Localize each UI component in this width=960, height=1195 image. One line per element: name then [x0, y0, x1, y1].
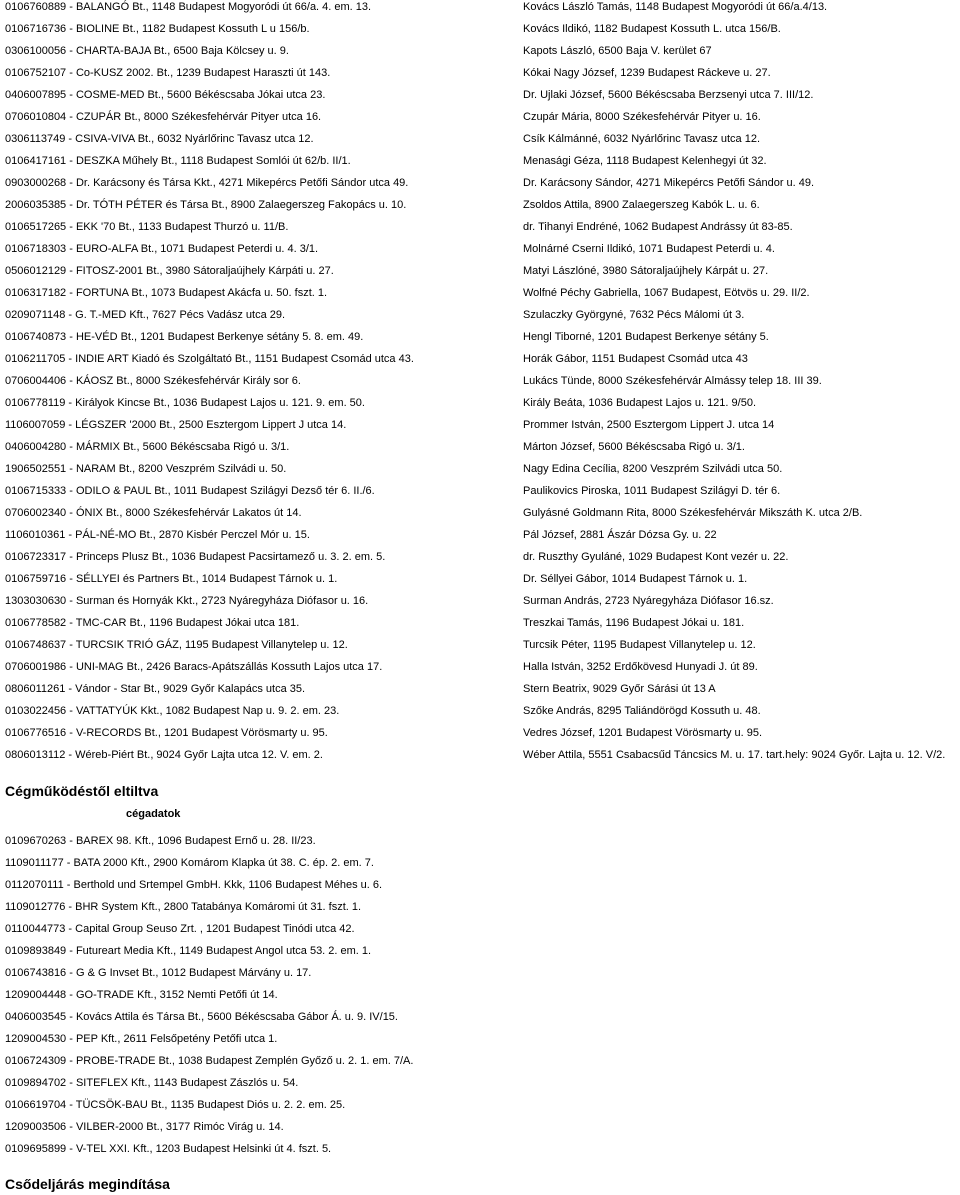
person-entry: Paulikovics Piroska, 1011 Budapest Szilágyi D. tér 6.: [523, 485, 781, 497]
company-entry: 0706002340 - ÓNIX Bt., 8000 Székesfehérvár Lakatos út 14.: [5, 507, 302, 519]
list-item: 0106743816 - G & G Invset Bt., 1012 Budapest Márvány u. 17.: [5, 967, 312, 979]
company-entry: 0506012129 - FITOSZ-2001 Bt., 3980 Sátoraljaújhely Kárpáti u. 27.: [5, 265, 334, 277]
person-entry: Csík Kálmánné, 6032 Nyárlőrinc Tavasz utca 12.: [523, 133, 761, 145]
person-entry: Wolfné Péchy Gabriella, 1067 Budapest, Eötvös u. 29. II/2.: [523, 287, 810, 299]
list-item: 0112070111 - Berthold und Srtempel GmbH. Kkk, 1106 Budapest Méhes u. 6.: [5, 879, 383, 891]
company-entry: 0106211705 - INDIE ART Kiadó és Szolgáltató Bt., 1151 Budapest Csomád utca 43.: [5, 353, 414, 365]
company-entry: 0106778119 - Királyok Kincse Bt., 1036 Budapest Lajos u. 121. 9. em. 50.: [5, 397, 365, 409]
person-entry: Hengl Tiborné, 1201 Budapest Berkenye sétány 5.: [523, 331, 769, 343]
company-entry: 0106718303 - EURO-ALFA Bt., 1071 Budapest Peterdi u. 4. 3/1.: [5, 243, 319, 255]
company-entry: 0306113749 - CSIVA-VIVA Bt., 6032 Nyárlőrinc Tavasz utca 12.: [5, 133, 314, 145]
person-entry: Menasági Géza, 1118 Budapest Kelenhegyi út 32.: [523, 155, 767, 167]
company-entry: 0106778582 - TMC-CAR Bt., 1196 Budapest Jókai utca 181.: [5, 617, 300, 629]
list-item: 0106619704 - TÜCSÖK-BAU Bt., 1135 Budapest Diós u. 2. 2. em. 25.: [5, 1099, 346, 1111]
person-entry: Kovács Ildikó, 1182 Budapest Kossuth L. utca 156/B.: [523, 23, 781, 35]
company-entry: 0106417161 - DESZKA Műhely Bt., 1118 Budapest Somlói út 62/b. II/1.: [5, 155, 351, 167]
list-item: 0106724309 - PROBE-TRADE Bt., 1038 Budapest Zemplén Győző u. 2. 1. em. 7/A.: [5, 1055, 414, 1067]
person-entry: Szőke András, 8295 Taliándörögd Kossuth u. 48.: [523, 705, 761, 717]
list-item: 0109670263 - BAREX 98. Kft., 1096 Budapest Ernő u. 28. II/23.: [5, 835, 316, 847]
list-item: 1209004448 - GO-TRADE Kft., 3152 Nemti Petőfi út 14.: [5, 989, 278, 1001]
person-entry: Halla István, 3252 Erdőkövesd Hunyadi J. út 89.: [523, 661, 758, 673]
company-entry: 0103022456 - VATTATYÚK Kkt., 1082 Budapest Nap u. 9. 2. em. 23.: [5, 705, 340, 717]
person-entry: Turcsik Péter, 1195 Budapest Villanytelep u. 12.: [523, 639, 756, 651]
person-entry: Prommer István, 2500 Esztergom Lippert J. utca 14: [523, 419, 775, 431]
company-entry: 0903000268 - Dr. Karácsony és Társa Kkt., 4271 Mikepércs Petőfi Sándor utca 49.: [5, 177, 409, 189]
company-entry: 0806011261 - Vándor - Star Bt., 9029 Győr Kalapács utca 35.: [5, 683, 306, 695]
company-entry: 0106715333 - ODILO & PAUL Bt., 1011 Budapest Szilágyi Dezső tér 6. II./6.: [5, 485, 375, 497]
person-entry: Kapots László, 6500 Baja V. kerület 67: [523, 45, 712, 57]
company-entry: 0706004406 - KÁOSZ Bt., 8000 Székesfehérvár Király sor 6.: [5, 375, 301, 387]
company-entry: 0106776516 - V-RECORDS Bt., 1201 Budapest Vörösmarty u. 95.: [5, 727, 328, 739]
person-entry: Lukács Tünde, 8000 Székesfehérvár Almássy telep 18. III 39.: [523, 375, 822, 387]
person-entry: Márton József, 5600 Békéscsaba Rigó u. 3/1.: [523, 441, 745, 453]
person-entry: Király Beáta, 1036 Budapest Lajos u. 121. 9/50.: [523, 397, 756, 409]
company-entry: 1303030630 - Surman és Hornyák Kkt., 2723 Nyáregyháza Diófasor u. 16.: [5, 595, 369, 607]
list-item: 1109011177 - BATA 2000 Kft., 2900 Komárom Klapka út 38. C. ép. 2. em. 7.: [5, 857, 374, 869]
company-entry: 0106740873 - HE-VÉD Bt., 1201 Budapest Berkenye sétány 5. 8. em. 49.: [5, 331, 364, 343]
person-entry: Szulaczky Györgyné, 7632 Pécs Málomi út 3.: [523, 309, 745, 321]
person-entry: Dr. Karácsony Sándor, 4271 Mikepércs Petőfi Sándor u. 49.: [523, 177, 815, 189]
person-entry: dr. Tihanyi Endréné, 1062 Budapest Andrássy út 83-85.: [523, 221, 793, 233]
company-entry: 0106759716 - SÉLLYEI és Partners Bt., 1014 Budapest Tárnok u. 1.: [5, 573, 338, 585]
person-entry: Pál József, 2881 Ászár Dózsa Gy. u. 22: [523, 529, 717, 541]
company-entry: 0106317182 - FORTUNA Bt., 1073 Budapest Akácfa u. 50. fszt. 1.: [5, 287, 328, 299]
person-entry: Kókai Nagy József, 1239 Budapest Ráckeve u. 27.: [523, 67, 771, 79]
section-title-cegmukodestol-eltiltva: Cégműködéstől eltiltva: [5, 783, 159, 799]
person-entry: Gulyásné Goldmann Rita, 8000 Székesfehérvár Mikszáth K. utca 2/B.: [523, 507, 863, 519]
company-entry: 0706001986 - UNI-MAG Bt., 2426 Baracs-Apátszállás Kossuth Lajos utca 17.: [5, 661, 383, 673]
company-entry: 0806013112 - Wéreb-Piért Bt., 9024 Győr Lajta utca 12. V. em. 2.: [5, 749, 323, 761]
section-title-csodeljaras-meginditasa: Csődeljárás megindítása: [5, 1176, 170, 1192]
person-entry: dr. Ruszthy Gyuláné, 1029 Budapest Kont vezér u. 22.: [523, 551, 789, 563]
company-entry: 2006035385 - Dr. TÓTH PÉTER és Társa Bt., 8900 Zalaegerszeg Fakopács u. 10.: [5, 199, 407, 211]
company-entry: 0106748637 - TURCSIK TRIÓ GÁZ, 1195 Budapest Villanytelep u. 12.: [5, 639, 348, 651]
company-entry: 0406007895 - COSME-MED Bt., 5600 Békéscsaba Jókai utca 23.: [5, 89, 326, 101]
person-entry: Molnárné Cserni Ildikó, 1071 Budapest Peterdi u. 4.: [523, 243, 775, 255]
company-entry: 1906502551 - NARAM Bt., 8200 Veszprém Szilvádi u. 50.: [5, 463, 287, 475]
person-entry: Surman András, 2723 Nyáregyháza Diófasor 16.sz.: [523, 595, 774, 607]
company-entry: 0406004280 - MÁRMIX Bt., 5600 Békéscsaba Rigó u. 3/1.: [5, 441, 290, 453]
company-entry: 0106723317 - Princeps Plusz Bt., 1036 Budapest Pacsirtamező u. 3. 2. em. 5.: [5, 551, 386, 563]
person-entry: Wéber Attila, 5551 Csabacsűd Táncsics M. u. 17. tart.hely: 9024 Győr. Lajta u. 12. V/2.: [523, 749, 946, 761]
person-entry: Horák Gábor, 1151 Budapest Csomád utca 43: [523, 353, 748, 365]
company-entry: 0209071148 - G. T.-MED Kft., 7627 Pécs Vadász utca 29.: [5, 309, 286, 321]
person-entry: Matyi Lászlóné, 3980 Sátoraljaújhely Kárpát u. 27.: [523, 265, 769, 277]
list-item: 0406003545 - Kovács Attila és Társa Bt., 5600 Békéscsaba Gábor Á. u. 9. IV/15.: [5, 1011, 398, 1023]
company-entry: 0106517265 - EKK '70 Bt., 1133 Budapest Thurzó u. 11/B.: [5, 221, 289, 233]
company-entry: 0106760889 - BALANGÓ Bt., 1148 Budapest Mogyoródi út 66/a. 4. em. 13.: [5, 1, 372, 13]
person-entry: Zsoldos Attila, 8900 Zalaegerszeg Kabók L. u. 6.: [523, 199, 760, 211]
person-entry: Stern Beatrix, 9029 Győr Sárási út 13 A: [523, 683, 716, 695]
list-item: 0110044773 - Capital Group Seuso Zrt. , 1201 Budapest Tinódi utca 42.: [5, 923, 355, 935]
person-entry: Dr. Ujlaki József, 5600 Békéscsaba Berzsenyi utca 7. III/12.: [523, 89, 814, 101]
company-entry: 0106716736 - BIOLINE Bt., 1182 Budapest Kossuth L u 156/b.: [5, 23, 310, 35]
list-item: 1209004530 - PEP Kft., 2611 Felsőpetény Petőfi utca 1.: [5, 1033, 278, 1045]
company-entry: 1106010361 - PÁL-NÉ-MO Bt., 2870 Kisbér Perczel Mór u. 15.: [5, 529, 310, 541]
company-entry: 0106752107 - Co-KUSZ 2002. Bt., 1239 Budapest Haraszti út 143.: [5, 67, 331, 79]
company-entry: 1106007059 - LÉGSZER '2000 Bt., 2500 Esztergom Lippert J utca 14.: [5, 419, 347, 431]
person-entry: Dr. Séllyei Gábor, 1014 Budapest Tárnok u. 1.: [523, 573, 748, 585]
list-item: 0109695899 - V-TEL XXI. Kft., 1203 Budapest Helsinki út 4. fszt. 5.: [5, 1143, 332, 1155]
person-entry: Kovács László Tamás, 1148 Budapest Mogyoródi út 66/a.4/13.: [523, 1, 828, 13]
section-subtitle-cegadatok: cégadatok: [126, 808, 181, 820]
person-entry: Czupár Mária, 8000 Székesfehérvár Pityer u. 16.: [523, 111, 761, 123]
person-entry: Treszkai Tamás, 1196 Budapest Jókai u. 181.: [523, 617, 745, 629]
list-item: 1209003506 - VILBER-2000 Bt., 3177 Rimóc Virág u. 14.: [5, 1121, 284, 1133]
list-item: 0109893849 - Futureart Media Kft., 1149 Budapest Angol utca 53. 2. em. 1.: [5, 945, 372, 957]
company-entry: 0306100056 - CHARTA-BAJA Bt., 6500 Baja Kölcsey u. 9.: [5, 45, 289, 57]
list-item: 1109012776 - BHR System Kft., 2800 Tatabánya Komáromi út 31. fszt. 1.: [5, 901, 362, 913]
person-entry: Nagy Edina Cecília, 8200 Veszprém Szilvádi utca 50.: [523, 463, 783, 475]
company-entry: 0706010804 - CZUPÁR Bt., 8000 Székesfehérvár Pityer utca 16.: [5, 111, 322, 123]
list-item: 0109894702 - SITEFLEX Kft., 1143 Budapest Zászlós u. 54.: [5, 1077, 299, 1089]
person-entry: Vedres József, 1201 Budapest Vörösmarty u. 95.: [523, 727, 763, 739]
